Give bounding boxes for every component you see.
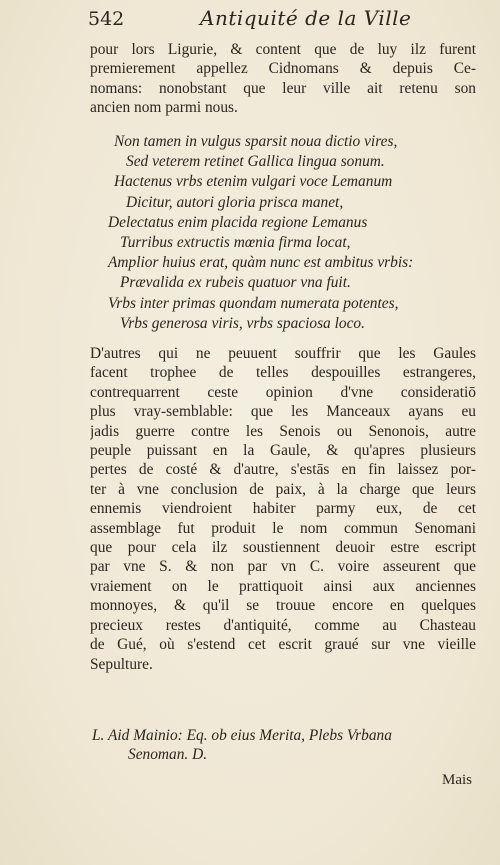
verse-line: Dicitur, autori gloria prisca manet, [126,193,344,211]
text-line: jadis guerre contre les Senois ou Senonois, autre [90,422,476,440]
verse-line: Amplior huius erat, quàm nunc est ambitus vrbis: [108,254,414,272]
verse-line: Sed veterem retinet Gallica lingua sonum. [126,153,385,171]
text-line: ter à vne conclusion de paix, à la charge que leurs [90,480,476,498]
paragraph-2 [90,344,476,674]
text-line: que pour cela ilz soustiennent deuoir estre escript [90,539,476,557]
text-line: nomans: nonobstant que leur ville ait retenu son [90,79,476,97]
text-line: ancien nom parmi nous. [90,99,238,117]
verse-line: Vrbs generosa viris, vrbs spaciosa loco. [120,314,365,332]
text-line: Sepulture. [90,655,153,673]
text-line: pertes de costé & d'autre, s'estās en fin laissez por- [90,461,476,479]
text-line: plus vray-semblable: que les Manceaux ayans eu [90,403,476,421]
text-line: premierement appellez Cidnomans & depuis Ce- [90,60,476,78]
text-line: monnoyes, & qu'il se trouue encore en quelques [90,597,476,615]
verse-line: Prævalida ex rubeis quatuor vna fuit. [120,274,351,292]
running-header [88,6,480,36]
text-line: peuple puissant en la Gaule, & qu'apres plusieurs [90,442,476,460]
verse-line: Hactenus vrbs etenim vulgari voce Lemanum [114,173,393,191]
text-line: precieux restes d'antiquité, comme au Chasteau [90,616,476,634]
text-line: facent trophee de telles despouilles estrangeres, [90,364,476,382]
verse-line: Delectatus enim placida regione Lemanus [108,213,368,231]
text-line: ennemis viendroient habiter parmy eux, de cet [90,500,476,518]
latin-verses [108,132,488,334]
catchword: Mais [442,772,472,788]
paragraph-1 [90,40,476,118]
text-line: pour lors Ligurie, & content que de luy ilz furent [90,41,476,58]
inscription [92,726,482,764]
running-title: Antiquité de la Ville [200,6,412,30]
text-line: D'autres qui ne peuuent souffrir que les Gaules [90,345,476,362]
page-number: 542 [88,8,125,30]
inscription-line: L. Aid Mainio: Eq. ob eius Merita, Plebs Vrbana [92,727,392,744]
verse-line: Turribus extructis mœnia firma locat, [120,234,351,252]
verse-line: Non tamen in vulgus sparsit noua dictio vires, [114,133,398,150]
text-line: contrequarrent ceste opinion d'vne consideratiō [90,383,476,401]
text-line: par vne S. & non par vn C. voire asseurent que [90,558,476,576]
verse-line: Vrbs inter primas quondam numerata potentes, [108,294,399,312]
inscription-line: Senoman. D. [128,746,208,763]
text-line: de Gué, où s'estend cet escrit graué sur vne vieille [90,636,476,654]
text-line: assemblage fut produit le nom commun Senomani [90,519,476,537]
text-line: vraiement on le prattiquoit ainsi aux anciennes [90,577,476,595]
